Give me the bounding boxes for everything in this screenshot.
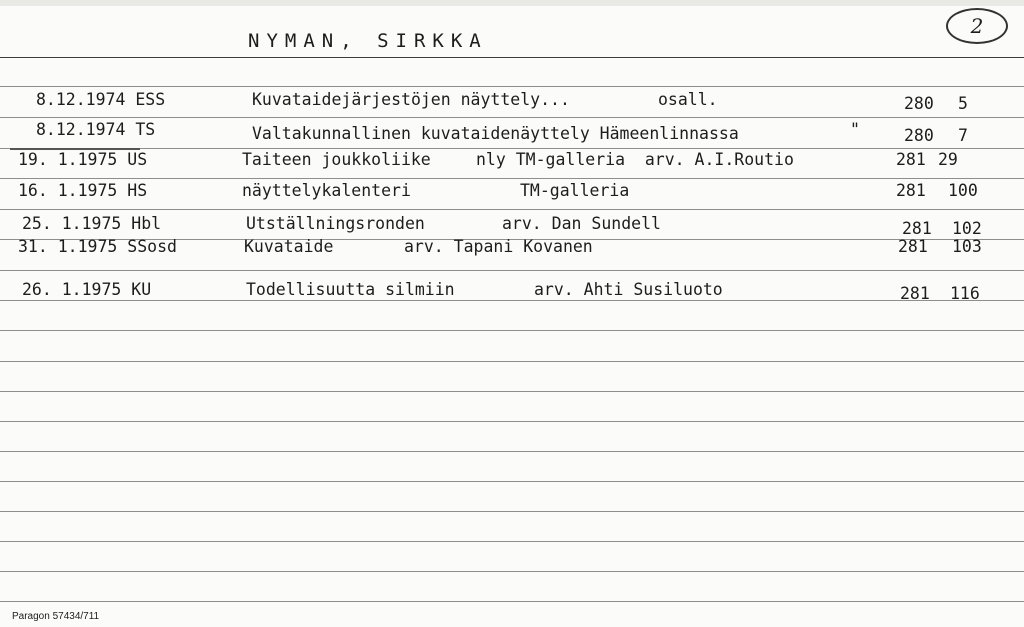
entry-num1: 280 bbox=[904, 94, 934, 113]
list-item bbox=[0, 181, 1024, 203]
rule-line bbox=[0, 511, 1024, 512]
list-item bbox=[0, 150, 1024, 172]
entry-num1: 281 bbox=[902, 219, 932, 238]
rule-line bbox=[0, 117, 1024, 118]
entry-num2: 100 bbox=[948, 181, 978, 200]
entry-date: 8.12.1974 TS bbox=[36, 120, 156, 139]
entry-date: 31. 1.1975 SSosd bbox=[18, 237, 177, 256]
entry-num2: 7 bbox=[958, 126, 968, 145]
entry-num1: 281 bbox=[898, 237, 928, 256]
entry-note: osall. bbox=[658, 90, 718, 109]
entry-date: 26. 1.1975 KU bbox=[22, 280, 152, 299]
card-title: NYMAN, SIRKKA bbox=[248, 30, 488, 52]
list-item bbox=[0, 214, 1024, 236]
entry-text: näyttelykalenteri bbox=[242, 181, 411, 200]
page-number: 2 bbox=[946, 8, 1008, 44]
entry-num1: 281 bbox=[896, 150, 926, 169]
card-footer: Paragon 57434/711 bbox=[12, 611, 100, 622]
entry-num2: 5 bbox=[958, 94, 968, 113]
rule-line bbox=[0, 421, 1024, 422]
entry-text: Todellisuutta silmiin bbox=[246, 280, 455, 299]
list-item bbox=[0, 280, 1024, 302]
rule-line bbox=[0, 391, 1024, 392]
rule-line bbox=[0, 451, 1024, 452]
entry-ditto: " bbox=[850, 120, 860, 139]
entry-date: 8.12.1974 ESS bbox=[36, 90, 166, 109]
entry-num1: 281 bbox=[896, 181, 926, 200]
rule-line bbox=[0, 330, 1024, 331]
entry-note: TM-galleria bbox=[520, 181, 630, 200]
rule-line bbox=[0, 209, 1024, 210]
rule-line bbox=[0, 270, 1024, 271]
entry-num2: 103 bbox=[952, 237, 982, 256]
rule-line bbox=[0, 601, 1024, 602]
list-item bbox=[0, 120, 1024, 145]
entry-num2: 102 bbox=[952, 219, 982, 238]
card-top-edge bbox=[0, 0, 1024, 6]
entry-note: arv. Ahti Susiluoto bbox=[534, 280, 723, 299]
entry-num2: 29 bbox=[938, 150, 958, 169]
entry-date: 16. 1.1975 HS bbox=[18, 181, 148, 200]
entry-note: arv. Tapani Kovanen bbox=[404, 237, 593, 256]
entry-note: arv. Dan Sundell bbox=[502, 214, 661, 233]
list-item bbox=[0, 237, 1024, 259]
entry-num2: 116 bbox=[950, 284, 980, 303]
rule-line bbox=[0, 481, 1024, 482]
rule-line bbox=[0, 57, 1024, 58]
entry-num1: 281 bbox=[900, 284, 930, 303]
list-item bbox=[0, 90, 1024, 112]
entry-text: Valtakunnallinen kuvataidenäyttely Hämeenlinnassa bbox=[252, 124, 739, 143]
entry-text: Kuvataidejärjestöjen näyttely... bbox=[252, 90, 570, 109]
entry-date: 25. 1.1975 Hbl bbox=[22, 214, 162, 233]
rule-line bbox=[0, 86, 1024, 87]
rule-line bbox=[0, 571, 1024, 572]
entry-num1: 280 bbox=[904, 126, 934, 145]
rule-line bbox=[0, 541, 1024, 542]
entry-text: Utställningsronden bbox=[246, 214, 425, 233]
entry-text: Kuvataide bbox=[244, 237, 334, 256]
entry-text: Taiteen joukkoliike bbox=[242, 150, 431, 169]
rule-line bbox=[0, 178, 1024, 179]
entry-note: nly TM-galleria arv. A.I.Routio bbox=[476, 150, 794, 169]
rule-line bbox=[0, 361, 1024, 362]
entry-date: 19. 1.1975 US bbox=[18, 150, 148, 169]
rule-line bbox=[0, 148, 1024, 149]
